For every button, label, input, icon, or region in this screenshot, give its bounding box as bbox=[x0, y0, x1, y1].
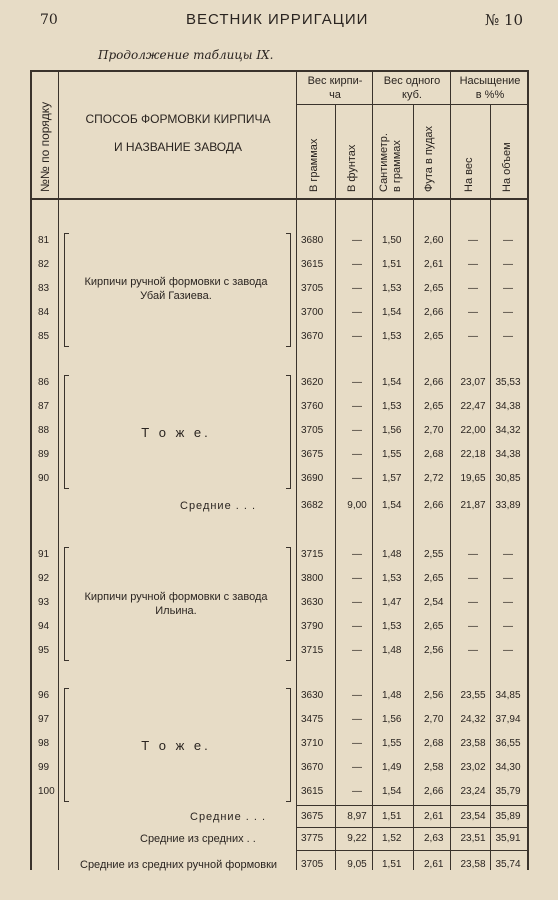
subheader-line bbox=[296, 104, 528, 105]
cell-by-volume: 34,38 bbox=[495, 401, 521, 412]
cell-by-weight: — bbox=[468, 573, 478, 584]
cell-pounds: — bbox=[352, 307, 362, 318]
average-cell-pounds: 9,05 bbox=[347, 859, 367, 870]
cell-by-volume: 34,32 bbox=[495, 425, 521, 436]
cell-pounds: — bbox=[352, 597, 362, 608]
cell-by-weight: — bbox=[468, 621, 478, 632]
cell-cm-grams: 1,57 bbox=[382, 473, 402, 484]
average-cell-by-weight: 23,58 bbox=[460, 859, 486, 870]
cell-cm-grams: 1,53 bbox=[382, 331, 402, 342]
cell-pounds: — bbox=[352, 401, 362, 412]
average-cell-cm-grams: 1,52 bbox=[382, 833, 402, 844]
average-cell-pounds: 9,22 bbox=[347, 833, 367, 844]
row-number: 86 bbox=[38, 377, 50, 388]
cell-ft-poods: 2,54 bbox=[424, 597, 444, 608]
cell-pounds: — bbox=[352, 786, 362, 797]
header-cube-weight: Вес одного bbox=[383, 75, 441, 87]
col-divider-rownum bbox=[58, 70, 59, 870]
average-cell-pounds: 8,97 bbox=[347, 811, 367, 822]
average-cell-grams: 3705 bbox=[301, 859, 324, 870]
cell-by-volume: — bbox=[503, 331, 513, 342]
col-divider-method bbox=[296, 70, 297, 870]
group-label-ubai-2: Убай Газиева. bbox=[140, 290, 212, 302]
cell-by-weight: 23,07 bbox=[460, 377, 486, 388]
average-cell-pounds: 9,00 bbox=[347, 500, 367, 511]
cell-grams: 3670 bbox=[301, 762, 324, 773]
group-label-same: Т о ж е. bbox=[141, 738, 211, 753]
cell-by-volume: 37,94 bbox=[495, 714, 521, 725]
cell-by-volume: 30,85 bbox=[495, 473, 521, 484]
cell-grams: 3790 bbox=[301, 621, 324, 632]
cell-grams: 3475 bbox=[301, 714, 324, 725]
cell-cm-grams: 1,53 bbox=[382, 621, 402, 632]
row-number: 100 bbox=[38, 786, 55, 797]
cell-pounds: — bbox=[352, 738, 362, 749]
average-cell-cm-grams: 1,51 bbox=[382, 859, 402, 870]
cell-ft-poods: 2,66 bbox=[424, 377, 444, 388]
cell-pounds: — bbox=[352, 473, 362, 484]
table-border-top bbox=[30, 70, 529, 72]
header-row-no: №№ по порядку bbox=[38, 101, 52, 192]
cell-ft-poods: 2,72 bbox=[424, 473, 444, 484]
cell-by-volume: 34,38 bbox=[495, 449, 521, 460]
col-divider-grams bbox=[335, 104, 336, 870]
cell-by-volume: 35,79 bbox=[495, 786, 521, 797]
cell-by-volume: — bbox=[503, 645, 513, 656]
cell-by-volume: — bbox=[503, 597, 513, 608]
average-label: Средние из средних ручной формовки bbox=[80, 859, 278, 871]
header-brick-weight-2: ча bbox=[329, 89, 341, 101]
cell-grams: 3675 bbox=[301, 449, 324, 460]
table-continuation-note: Продолжение таблицы IX. bbox=[98, 48, 274, 62]
col-divider-weight bbox=[372, 70, 373, 870]
average-separator bbox=[296, 827, 528, 828]
header-separator bbox=[30, 198, 529, 200]
cell-grams: 3715 bbox=[301, 549, 324, 560]
row-number: 97 bbox=[38, 714, 50, 725]
row-number: 95 bbox=[38, 645, 50, 656]
cell-by-weight: 19,65 bbox=[460, 473, 486, 484]
cell-by-volume: — bbox=[503, 283, 513, 294]
cell-by-weight: — bbox=[468, 259, 478, 270]
page-number: 70 bbox=[40, 12, 58, 28]
cell-cm-grams: 1,48 bbox=[382, 645, 402, 656]
cell-pounds: — bbox=[352, 645, 362, 656]
cell-grams: 3715 bbox=[301, 645, 324, 656]
table-border-right bbox=[527, 70, 529, 870]
col-divider-saturation bbox=[490, 104, 491, 870]
cell-by-volume: — bbox=[503, 235, 513, 246]
header-cube-weight-2: куб. bbox=[402, 89, 422, 101]
cell-pounds: — bbox=[352, 235, 362, 246]
cell-cm-grams: 1,54 bbox=[382, 307, 402, 318]
average-cell-grams: 3682 bbox=[301, 500, 324, 511]
col-divider-cube bbox=[450, 70, 451, 870]
cell-cm-grams: 1,54 bbox=[382, 377, 402, 388]
group-bracket-right bbox=[286, 547, 291, 661]
cell-pounds: — bbox=[352, 714, 362, 725]
cell-ft-poods: 2,56 bbox=[424, 645, 444, 656]
average-cell-by-weight: 23,51 bbox=[460, 833, 486, 844]
issue-number: № 10 bbox=[485, 11, 524, 29]
average-cell-by-volume: 35,89 bbox=[495, 811, 521, 822]
cell-cm-grams: 1,55 bbox=[382, 738, 402, 749]
group-bracket-right bbox=[286, 688, 291, 802]
average-cell-ft-poods: 2,63 bbox=[424, 833, 444, 844]
average-cell-by-weight: 23,54 bbox=[460, 811, 486, 822]
cell-ft-poods: 2,61 bbox=[424, 259, 444, 270]
group-label-same: Т о ж е. bbox=[141, 425, 211, 440]
header-grams: В граммах bbox=[308, 138, 320, 192]
average-separator bbox=[296, 850, 528, 851]
cell-grams: 3700 bbox=[301, 307, 324, 318]
cell-cm-grams: 1,54 bbox=[382, 786, 402, 797]
header-saturation: Насыщение bbox=[459, 75, 521, 87]
cell-grams: 3615 bbox=[301, 786, 324, 797]
cell-ft-poods: 2,65 bbox=[424, 283, 444, 294]
header-brick-weight: Вес кирпи- bbox=[307, 75, 363, 87]
row-number: 85 bbox=[38, 331, 50, 342]
cell-by-weight: 22,18 bbox=[460, 449, 486, 460]
row-number: 88 bbox=[38, 425, 50, 436]
cell-pounds: — bbox=[352, 573, 362, 584]
cell-cm-grams: 1,56 bbox=[382, 714, 402, 725]
average-cell-grams: 3675 bbox=[301, 811, 324, 822]
average-label: Средние из средних . . bbox=[140, 833, 256, 845]
cell-cm-grams: 1,50 bbox=[382, 235, 402, 246]
cell-ft-poods: 2,65 bbox=[424, 621, 444, 632]
average-cell-by-weight: 21,87 bbox=[460, 500, 486, 511]
average-cell-cm-grams: 1,51 bbox=[382, 811, 402, 822]
group-label-ilyin-2: Ильина. bbox=[155, 605, 197, 617]
row-number: 81 bbox=[38, 235, 50, 246]
cell-ft-poods: 2,70 bbox=[424, 425, 444, 436]
cell-cm-grams: 1,53 bbox=[382, 401, 402, 412]
header-cm-grams: Сантиметр. bbox=[378, 133, 390, 192]
group-bracket-right bbox=[286, 375, 291, 489]
cell-ft-poods: 2,58 bbox=[424, 762, 444, 773]
average-cell-by-volume: 35,91 bbox=[495, 833, 521, 844]
header-method-2: И НАЗВАНИЕ ЗАВОДА bbox=[113, 140, 243, 154]
table-border-left bbox=[30, 70, 32, 870]
header-by-volume: На объем bbox=[501, 142, 513, 192]
cell-grams: 3630 bbox=[301, 597, 324, 608]
row-number: 93 bbox=[38, 597, 50, 608]
cell-by-weight: — bbox=[468, 331, 478, 342]
header-pounds: В фунтах bbox=[346, 144, 358, 192]
cell-grams: 3760 bbox=[301, 401, 324, 412]
cell-grams: 3690 bbox=[301, 473, 324, 484]
cell-by-volume: 36,55 bbox=[495, 738, 521, 749]
cell-grams: 3800 bbox=[301, 573, 324, 584]
average-cell-by-volume: 35,74 bbox=[495, 859, 521, 870]
header-cm-grams-2: в граммах bbox=[391, 140, 403, 192]
cell-cm-grams: 1,51 bbox=[382, 259, 402, 270]
cell-by-weight: 22,47 bbox=[460, 401, 486, 412]
cell-cm-grams: 1,48 bbox=[382, 549, 402, 560]
cell-by-volume: — bbox=[503, 549, 513, 560]
cell-cm-grams: 1,53 bbox=[382, 573, 402, 584]
cell-ft-poods: 2,65 bbox=[424, 401, 444, 412]
row-number: 84 bbox=[38, 307, 50, 318]
cell-cm-grams: 1,53 bbox=[382, 283, 402, 294]
row-number: 90 bbox=[38, 473, 50, 484]
cell-grams: 3670 bbox=[301, 331, 324, 342]
cell-by-weight: 24,32 bbox=[460, 714, 486, 725]
cell-by-weight: 22,00 bbox=[460, 425, 486, 436]
cell-pounds: — bbox=[352, 621, 362, 632]
average-separator bbox=[296, 805, 528, 806]
header-saturation-2: в %% bbox=[475, 89, 505, 101]
cell-ft-poods: 2,70 bbox=[424, 714, 444, 725]
average-label: Средние . . . bbox=[180, 500, 257, 512]
cell-ft-poods: 2,65 bbox=[424, 331, 444, 342]
cell-by-weight: — bbox=[468, 307, 478, 318]
row-number: 96 bbox=[38, 690, 50, 701]
cell-pounds: — bbox=[352, 331, 362, 342]
cell-by-volume: — bbox=[503, 621, 513, 632]
cell-ft-poods: 2,55 bbox=[424, 549, 444, 560]
row-number: 82 bbox=[38, 259, 50, 270]
col-divider-cm bbox=[413, 104, 414, 870]
average-cell-ft-poods: 2,61 bbox=[424, 859, 444, 870]
row-number: 83 bbox=[38, 283, 50, 294]
cell-ft-poods: 2,60 bbox=[424, 235, 444, 246]
header-method: СПОСОБ ФОРМОВКИ КИРПИЧА bbox=[85, 112, 271, 126]
cell-pounds: — bbox=[352, 425, 362, 436]
row-number: 91 bbox=[38, 549, 50, 560]
cell-ft-poods: 2,68 bbox=[424, 449, 444, 460]
cell-grams: 3710 bbox=[301, 738, 324, 749]
row-number: 99 bbox=[38, 762, 50, 773]
cell-by-volume: — bbox=[503, 573, 513, 584]
average-cell-grams: 3775 bbox=[301, 833, 324, 844]
cell-by-weight: — bbox=[468, 549, 478, 560]
row-number: 89 bbox=[38, 449, 50, 460]
cell-ft-poods: 2,56 bbox=[424, 690, 444, 701]
group-label-ilyin: Кирпичи ручной формовки с завода bbox=[84, 591, 268, 603]
cell-grams: 3680 bbox=[301, 235, 324, 246]
cell-by-weight: — bbox=[468, 645, 478, 656]
row-number: 98 bbox=[38, 738, 50, 749]
cell-by-volume: 34,85 bbox=[495, 690, 521, 701]
cell-by-weight: 23,02 bbox=[460, 762, 486, 773]
header-ft-poods: Фута в пудах bbox=[423, 126, 435, 192]
header-by-weight: На вес bbox=[463, 157, 475, 192]
cell-ft-poods: 2,68 bbox=[424, 738, 444, 749]
cell-cm-grams: 1,55 bbox=[382, 449, 402, 460]
average-label: Средние . . . bbox=[190, 811, 267, 823]
cell-pounds: — bbox=[352, 762, 362, 773]
cell-grams: 3620 bbox=[301, 377, 324, 388]
average-cell-ft-poods: 2,66 bbox=[424, 500, 444, 511]
cell-cm-grams: 1,48 bbox=[382, 690, 402, 701]
cell-ft-poods: 2,66 bbox=[424, 307, 444, 318]
cell-by-weight: — bbox=[468, 283, 478, 294]
cell-cm-grams: 1,47 bbox=[382, 597, 402, 608]
cell-grams: 3630 bbox=[301, 690, 324, 701]
row-number: 92 bbox=[38, 573, 50, 584]
cell-ft-poods: 2,65 bbox=[424, 573, 444, 584]
cell-grams: 3705 bbox=[301, 425, 324, 436]
cell-cm-grams: 1,56 bbox=[382, 425, 402, 436]
cell-by-weight: — bbox=[468, 235, 478, 246]
group-label-ubai: Кирпичи ручной формовки с завода bbox=[84, 276, 268, 288]
average-cell-by-volume: 33,89 bbox=[495, 500, 521, 511]
cell-by-weight: 23,55 bbox=[460, 690, 486, 701]
group-bracket-right bbox=[286, 233, 291, 347]
cell-grams: 3615 bbox=[301, 259, 324, 270]
cell-pounds: — bbox=[352, 377, 362, 388]
cell-by-volume: 35,53 bbox=[495, 377, 521, 388]
cell-by-weight: 23,24 bbox=[460, 786, 486, 797]
row-number: 94 bbox=[38, 621, 50, 632]
group-bracket-left bbox=[64, 547, 69, 661]
cell-cm-grams: 1,49 bbox=[382, 762, 402, 773]
cell-pounds: — bbox=[352, 549, 362, 560]
row-number: 87 bbox=[38, 401, 50, 412]
cell-pounds: — bbox=[352, 690, 362, 701]
cell-pounds: — bbox=[352, 283, 362, 294]
cell-pounds: — bbox=[352, 449, 362, 460]
cell-by-volume: — bbox=[503, 259, 513, 270]
cell-pounds: — bbox=[352, 259, 362, 270]
average-cell-cm-grams: 1,54 bbox=[382, 500, 402, 511]
cell-by-weight: — bbox=[468, 597, 478, 608]
cell-by-volume: — bbox=[503, 307, 513, 318]
cell-grams: 3705 bbox=[301, 283, 324, 294]
journal-title: ВЕСТНИК ИРРИГАЦИИ bbox=[186, 11, 369, 28]
cell-ft-poods: 2,66 bbox=[424, 786, 444, 797]
cell-by-volume: 34,30 bbox=[495, 762, 521, 773]
average-cell-ft-poods: 2,61 bbox=[424, 811, 444, 822]
cell-by-weight: 23,58 bbox=[460, 738, 486, 749]
